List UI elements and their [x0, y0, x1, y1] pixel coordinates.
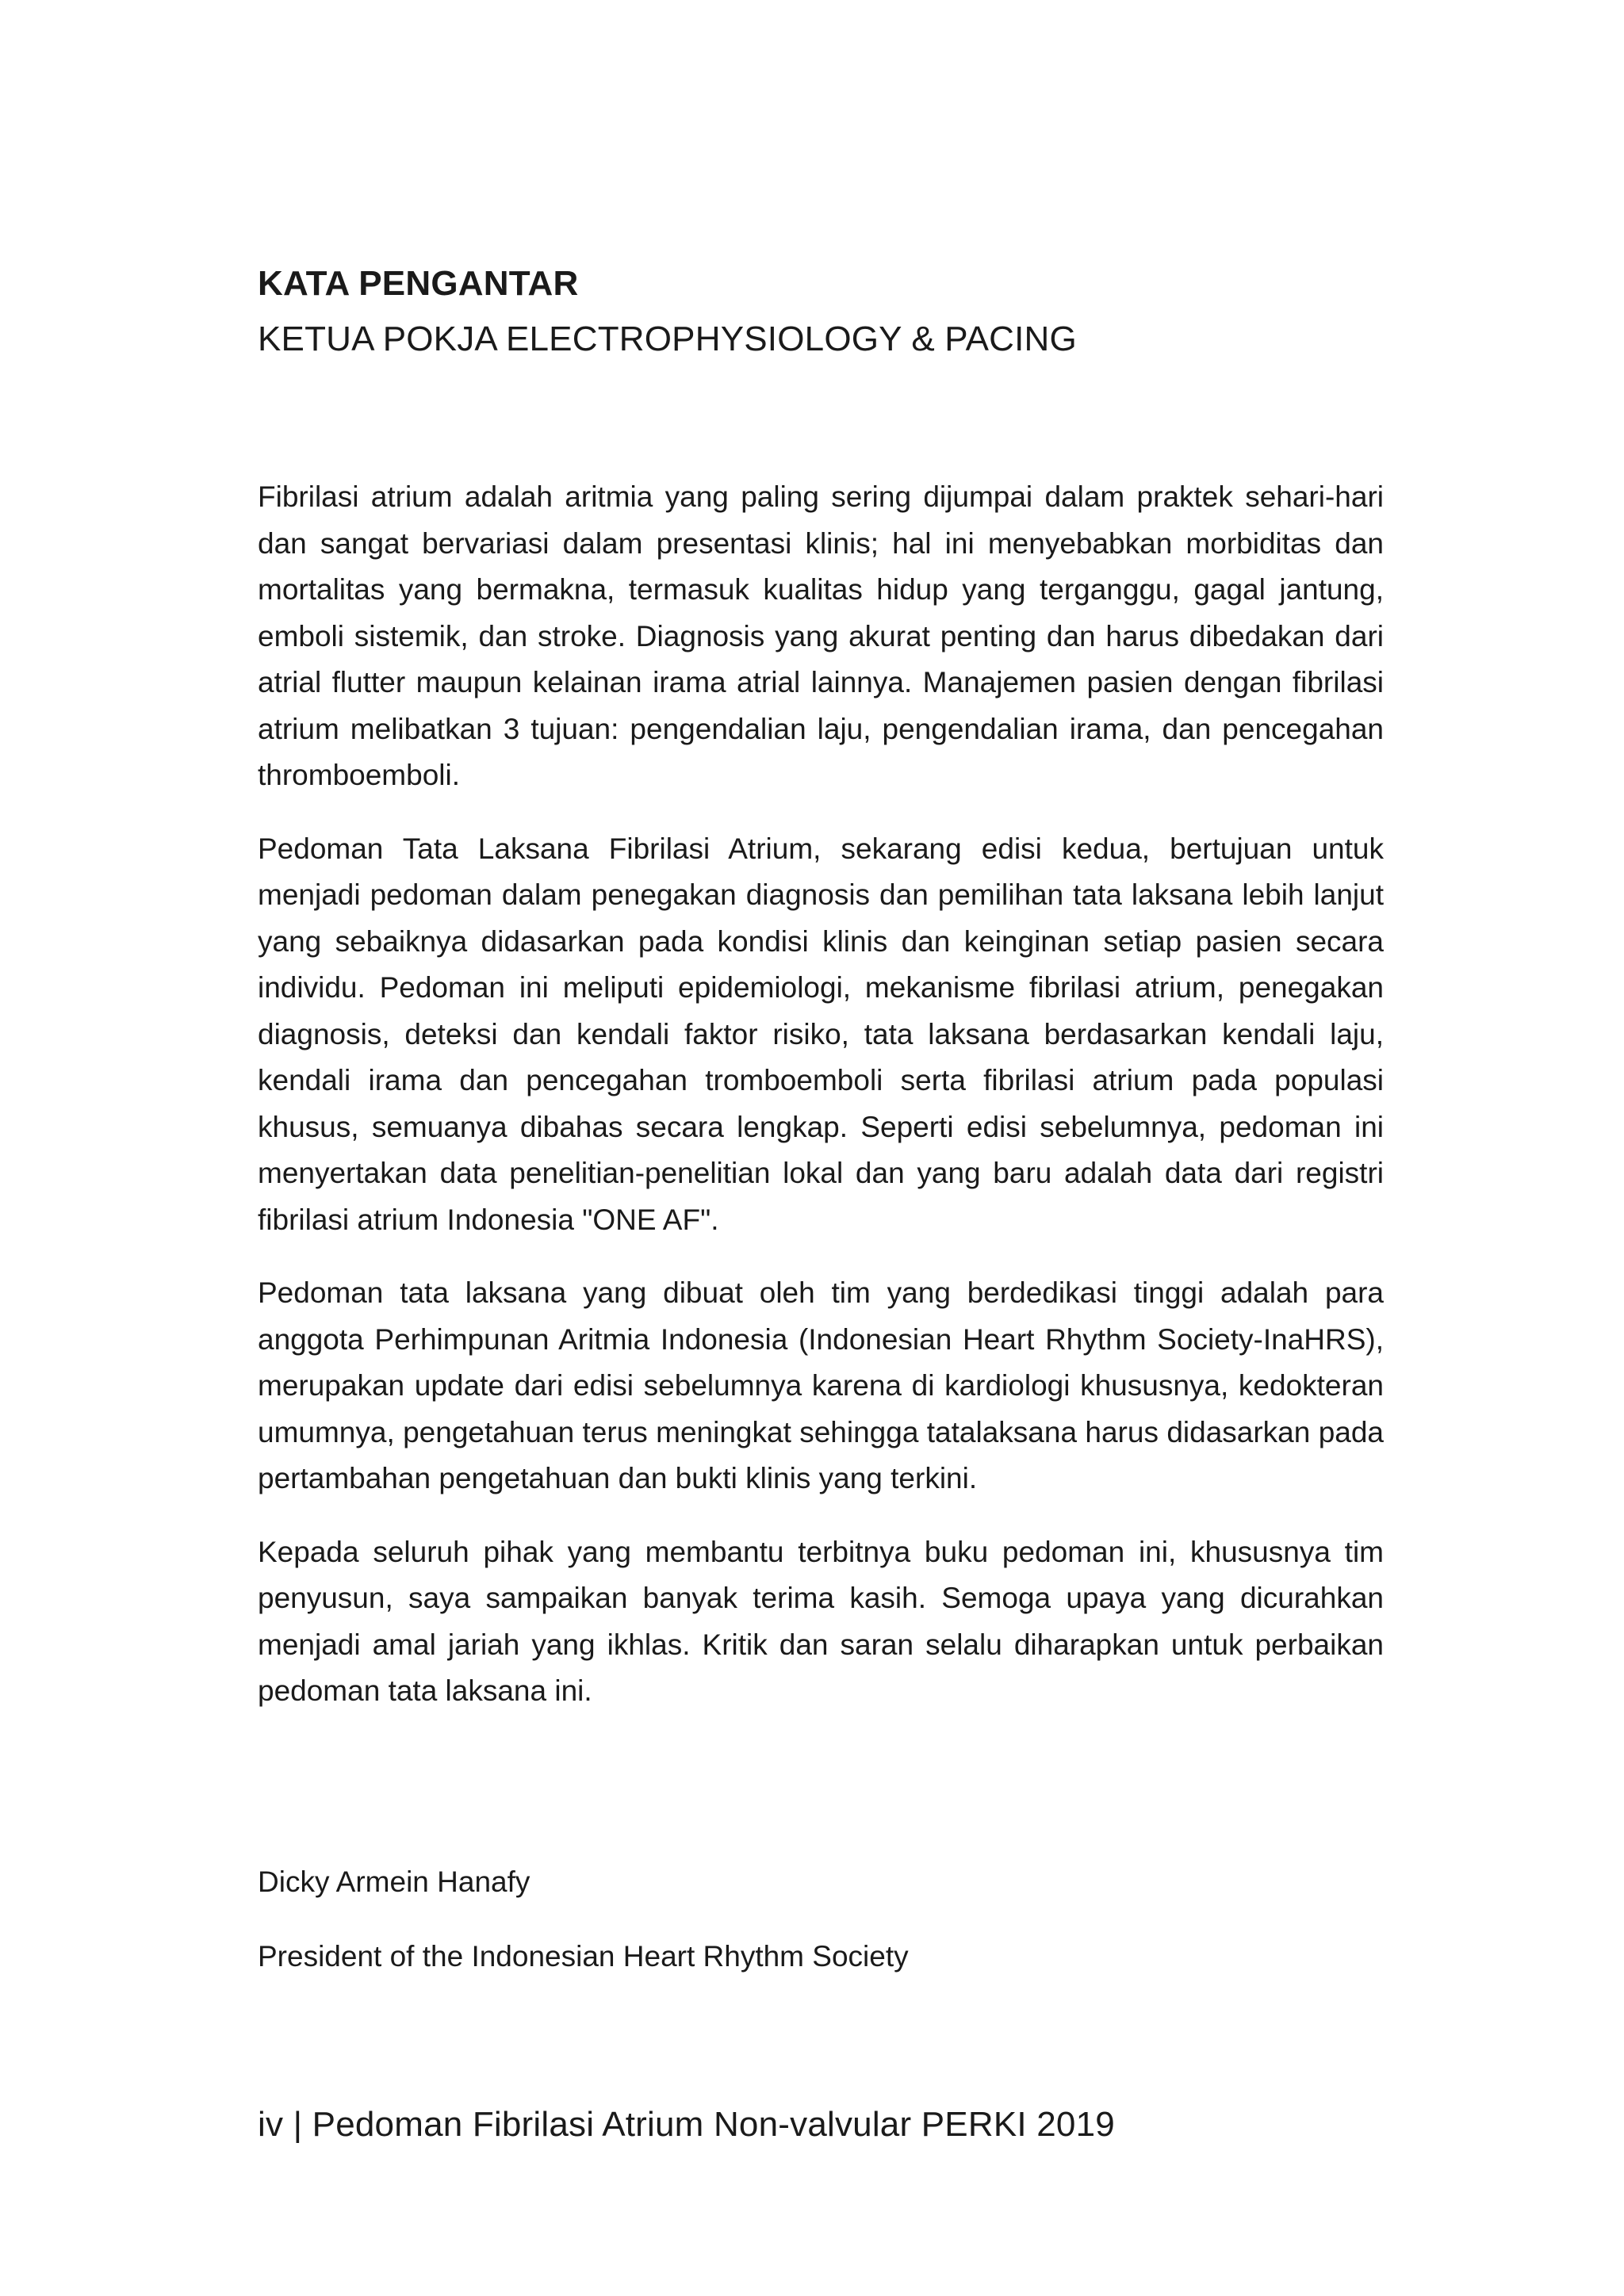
page-title: KATA PENGANTAR	[258, 264, 579, 303]
signatory-name: Dicky Armein Hanafy	[258, 1866, 530, 1898]
paragraph-2: Pedoman Tata Laksana Fibrilasi Atrium, sekarang edisi kedua, bertujuan untuk menjadi pedoman dalam penegakan diagnosis dan pemilihan tata laksana lebih lanjut yang sebaiknya didasarkan pada kondisi klinis dan keinginan setiap pasien secara individu. Pedoman ini meliputi epidemiologi, mekanisme fibrilasi atrium, penegakan diagnosis, deteksi dan kendali faktor risiko, tata laksana berdasarkan kendali laju, kendali irama dan pencegahan tromboemboli serta fibrilasi atrium pada populasi khusus, semuanya dibahas secara lengkap. Seperti edisi sebelumnya, pedoman ini menyertakan data penelitian-penelitian lokal dan yang baru adalah data dari registri fibrilasi atrium Indonesia "ONE AF".	[258, 832, 1384, 1236]
paragraph-1: Fibrilasi atrium adalah aritmia yang paling sering dijumpai dalam praktek sehari-hari dan sangat bervariasi dalam presentasi klinis; hal ini menyebabkan morbiditas dan mortalitas yang bermakna, termasuk kualitas hidup yang terganggu, gagal jantung, emboli sistemik, dan stroke. Diagnosis yang akurat penting dan harus dibedakan dari atrial flutter maupun kelainan irama atrial lainnya. Manajemen pasien dengan fibrilasi atrium melibatkan 3 tujuan: pengendalian laju, pengendalian irama, dan pencegahan thromboemboli.	[258, 480, 1384, 791]
signature-block	[258, 1859, 1384, 2008]
heading-block	[258, 262, 1077, 362]
paragraph-3: Pedoman tata laksana yang dibuat oleh tim yang berdedikasi tinggi adalah para anggota Perhimpunan Aritmia Indonesia (Indonesian Heart Rhythm Society-InaHRS), merupakan update dari edisi sebelumnya karena di kardiologi khususnya, kedokteran umumnya, pengetahuan terus meningkat sehingga tatalaksana harus didasarkan pada pertambahan pengetahuan dan bukti klinis yang terkini.	[258, 1276, 1384, 1494]
signatory-position: President of the Indonesian Heart Rhythm Society	[258, 1940, 909, 1973]
body-text	[258, 474, 1384, 1742]
paragraph-4: Kepada seluruh pihak yang membantu terbitnya buku pedoman ini, khususnya tim penyusun, saya sampaikan banyak terima kasih. Semoga upaya yang dicurahkan menjadi amal jariah yang ikhlas. Kritik dan saran selalu diharapkan untuk perbaikan pedoman tata laksana ini.	[258, 1535, 1384, 1707]
page-subtitle: KETUA POKJA ELECTROPHYSIOLOGY & PACING	[258, 320, 1077, 358]
page-footer: iv | Pedoman Fibrilasi Atrium Non-valvular PERKI 2019	[258, 2105, 1115, 2144]
